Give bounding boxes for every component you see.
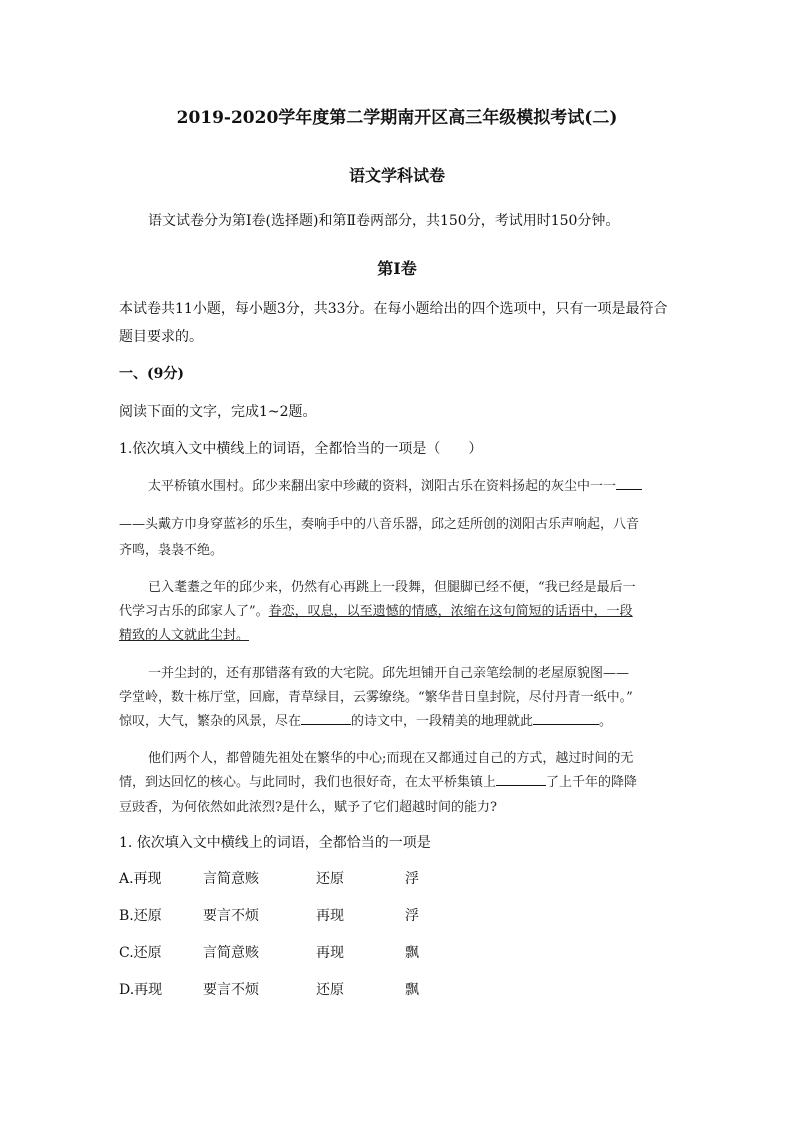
option-label: D.再现 xyxy=(119,982,163,998)
passage-text: 。 xyxy=(599,714,613,729)
section-heading: 一、(9分) xyxy=(119,366,184,382)
passage-p4-line-2 xyxy=(119,771,637,790)
exam-intro: 语文试卷分为第Ⅰ卷(选择题)和第Ⅱ卷两部分，共150分，考试用时150分钟。 xyxy=(148,213,620,229)
passage-p3-line-3 xyxy=(119,710,612,729)
reading-prompt: 阅读下面的文字，完成1~2题。 xyxy=(119,404,317,420)
option-word: 言简意赅 xyxy=(203,871,259,887)
option-word: 要言不烦 xyxy=(203,982,259,998)
option-word: 还原 xyxy=(316,982,344,998)
passage-text: 代学习古乐的邱家人了”。 xyxy=(119,604,269,619)
passage-p4-line-3: 豆豉香，为何依然如此浓烈?是什么，赋予了它们超越时间的能力? xyxy=(119,800,497,815)
passage-text: 太平桥镇水围村。邱少来翻出家中珍藏的资料，浏阳古乐在资料扬起的灰尘中一一 xyxy=(148,479,617,494)
option-label: A.再现 xyxy=(119,871,162,887)
option-label: C.还原 xyxy=(119,945,162,961)
passage-p1-line-1 xyxy=(148,475,642,494)
option-label: B.还原 xyxy=(119,908,162,924)
passage-text: 的诗文中，一段精美的地理就此 xyxy=(351,714,534,729)
passage-p3-line-2: 学堂岭，数十栋厅堂，回廊，青草绿目，云雾缭绕。“繁华昔日皇封院，尽付丹青一纸中。” xyxy=(119,690,633,705)
option-word: 浮 xyxy=(405,871,419,887)
question-intro: 1.依次填入文中横线上的词语，全都恰当的一项是（ ） xyxy=(119,441,483,457)
instructions-line-2: 题目要求的。 xyxy=(119,329,203,345)
passage-p1-line-2: ——头戴方巾身穿蓝衫的乐生，奏响手中的八音乐器，邱之廷所创的浏阳古乐声响起，八音 xyxy=(119,517,640,532)
passage-text: 了上千年的降降 xyxy=(546,775,638,790)
passage-p4-line-1: 他们两个人，都曾随先祖处在繁华的中心;而现在又都通过自己的方式，越过时间的无 xyxy=(148,751,634,766)
passage-p2-line-1: 已入耄耋之年的邱少来，仍然有心再跳上一段舞，但腿脚已经不便，“我已经是最后一 xyxy=(148,580,636,595)
exam-subtitle: 语文学科试卷 xyxy=(348,166,445,185)
option-word: 浮 xyxy=(405,908,419,924)
option-word: 再现 xyxy=(316,908,344,924)
part-heading: 第Ⅰ卷 xyxy=(377,259,417,278)
underlined-text: 眷恋，叹息，以至遗憾的情感，浓缩在这句简短的话语中，一段 xyxy=(268,604,633,619)
option-word: 言简意赅 xyxy=(203,945,259,961)
exam-title: 2019-2020学年度第二学期南开区高三年级模拟考试(二) xyxy=(176,108,618,128)
fill-blank xyxy=(301,712,351,725)
option-word: 飘 xyxy=(405,945,419,961)
passage-text: 情，到达回忆的核心。与此同时，我们也很好奇，在太平桥集镇上 xyxy=(119,775,497,790)
option-word: 要言不烦 xyxy=(203,908,259,924)
passage-p2-line-3: 精致的人文就此尘封。 xyxy=(119,628,250,643)
passage-p2-line-2 xyxy=(119,600,633,619)
passage-text: 惊叹，大气，繁杂的风景，尽在 xyxy=(119,714,302,729)
option-word: 再现 xyxy=(316,945,344,961)
option-word: 飘 xyxy=(405,982,419,998)
fill-blank xyxy=(496,773,546,786)
fill-blank xyxy=(616,477,642,490)
passage-p3-line-1: 一并尘封的，还有那错落有致的大宅院。邱先坦铺开自己亲笔绘制的老屋原貌图—— xyxy=(148,666,630,681)
fill-blank xyxy=(533,712,599,725)
instructions-line-1: 本试卷共11小题，每小题3分，共33分。在每小题给出的四个选项中，只有一项是最符合 xyxy=(119,301,668,317)
option-word: 还原 xyxy=(316,871,344,887)
passage-p1-line-3: 齐鸣，袅袅不绝。 xyxy=(119,543,224,558)
question-stem: 1. 依次填入文中横线上的词语，全都恰当的一项是 xyxy=(119,835,431,851)
